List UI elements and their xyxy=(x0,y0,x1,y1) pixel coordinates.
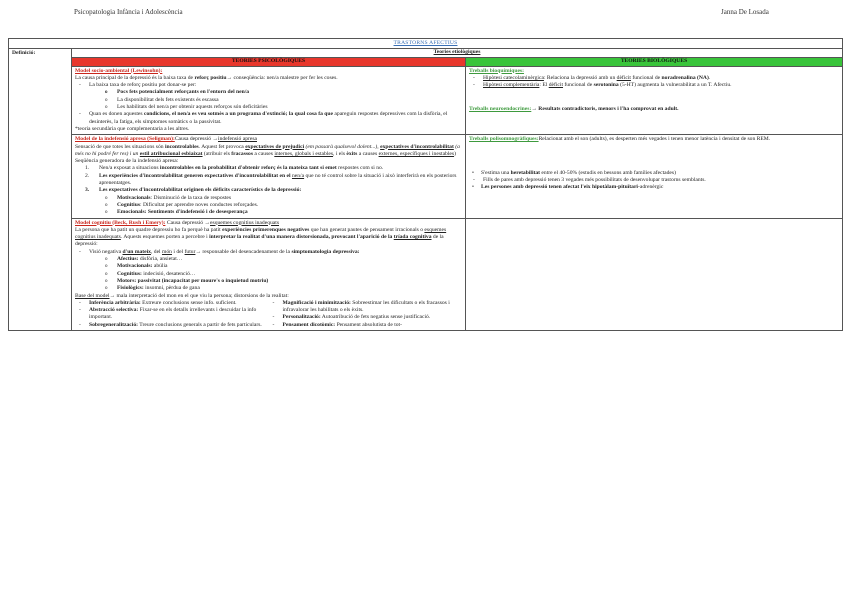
list-item: o Cognitius: Dificultat per aprendre noves conductes reforçades. xyxy=(75,202,462,209)
header-right: Janna De Losada xyxy=(721,8,769,16)
definition-label: Definició: xyxy=(9,49,72,331)
list-item: - Visió negativa d'un mateix, del món i del futur→ responsable del desencadenament de la simptomatologia depressiva: xyxy=(75,249,462,256)
list-item: - Quan es donen aquestes condicions, el nen/a es veu sotmès a un programa d'extinció; la qual cosa fa que apareguin respostes depressives com la disfòria, el desinterès, la fatiga, els símptomes somàtics o la passivitat. xyxy=(75,111,462,126)
bio-polysomno-cell xyxy=(466,135,843,218)
list-item: - Fills de pares amb depressió tenen 3 vegades més possibilitats de desenvolupar trastorns semblants. xyxy=(469,177,839,184)
list-item: - Hipòtesi complementària: El dèficit funcional de serotonina (5-HT) augmenta la vulnerabilitat a un T. Afectiu. xyxy=(469,82,839,89)
distortions-columns xyxy=(75,300,462,329)
list-item: 2. Les experiències d'incontrolabilitat generen expectatives d'incontrolabilitat en el nen/a que no té control sobre la situació i això interferirà en els posteriors aprenentatges. xyxy=(85,172,457,187)
bio-empty-cell xyxy=(466,218,843,330)
list-item: - La baixa taxa de reforç positiu pot donar-se per: xyxy=(75,82,462,89)
seligman-heading: Model de la indefensió apresa (Seligman):Causa depressió →indefensió apresa xyxy=(75,136,257,143)
lewinsohn-title: Model socio-ambiental (Lewinsohn): xyxy=(75,67,163,74)
beck-heading: Model cognitiu (Beck, Rush i Emery): Causa depressió →esquemes cognitius inadequats xyxy=(75,219,280,226)
list-item: - Pensament dicotòmic: Pensament absolutista de tot- xyxy=(269,322,463,329)
list-item: - Sobregeneralització: Treure conclusions generals a partir de fets particulars. xyxy=(75,322,269,329)
bio-theories-header: TEORIES BIOLÒGIQUES xyxy=(466,57,843,66)
list-item: o La disponibilitat dels fets existents és escassa xyxy=(75,97,462,104)
lewinsohn-p1: La causa principal de la depressió és la baixa taxa de reforç positiu→ conseqüència: nen/a malestre per fer les coses. xyxy=(75,74,338,81)
list-item: o Pocs fets potencialment reforçants en l'entorn del nen/a xyxy=(75,89,462,96)
seligman-cell xyxy=(72,135,466,218)
seligman-sequence: Seqüència generadora de la indefensió apresa: xyxy=(75,158,179,165)
etiology-subtitle: Teories etiològiques xyxy=(72,49,843,57)
psych-theories-header: TEORIES PSICOLÒGIQUES xyxy=(72,57,466,66)
list-item: o Fisiològics: insomni, pèrdua de gana xyxy=(75,285,462,292)
list-item: • S'estima una heretabilitat entre el 40-50% (estudis en bessons amb famílies afectades) xyxy=(469,170,839,177)
beck-base: Base del model→ mala interpretació del mon en el que viu la persona; distorsions de la realitat: xyxy=(75,292,289,299)
seligman-p1: Sensació de que totes les situacions són incontrolables. Aquest fet provoca expectatives de prejudici (em passarà qualsevol dolent...), expectatives d'incontrolabilitat (a més no hi podré fer res) i un estil atribucional esbiaixat (atribuir els fracassos a causes internes, globals i estables, i els èxits a causes externes, específiques i inestables) xyxy=(75,143,460,157)
biochem-title: Treballs bioquímiques: xyxy=(469,67,524,74)
list-item: • Les persones amb depressió tenen afectat l'eix hipotàlam-pituïtari-adrenèrgic xyxy=(469,184,839,191)
lewinsohn-note: *teoria secundària que complementaria a les altres. xyxy=(75,125,190,132)
list-item: - Personalització: Autoatribució de fets negatius sense justificació. xyxy=(269,314,463,321)
list-item: o Motivacionals: abúlia xyxy=(75,263,462,270)
list-item: - Hipòtesi catecolaminèrgica: Relaciona la depressió amb un dèficit funcional de noradrenalina (NA). xyxy=(469,75,839,82)
beck-cell xyxy=(72,218,466,330)
lewinsohn-cell xyxy=(72,66,466,135)
list-item: o Afectius: disfòria, ansietat… xyxy=(75,256,462,263)
polysomno-line: Treballs polisomnogràfiques:Relacionat amb el son (adults), es desperten més vegades i tenen menor latència i densitat de son REM. xyxy=(469,136,771,143)
bio-biochem-cell xyxy=(466,66,843,135)
list-item: - Abstracció selectiva: Fixar-se en els detalls irrellevants i descuidar la info important. xyxy=(75,307,269,322)
table-title: TRASTORNS AFECTIUS xyxy=(9,39,843,49)
list-item: - Magnificació i minimització: Sobreestimar les dificultats o els fracassos i infravalorar les habilitats o els èxits. xyxy=(269,300,463,315)
main-table xyxy=(8,38,843,331)
neuroendocrine-line: Treballs neuroendocrines:→ Resultats contradictoris, menors i l'ha comprovat en adult. xyxy=(469,106,679,113)
list-item: o Cognitius: indecisió, desatenció… xyxy=(75,271,462,278)
list-item: o Les habilitats del nen/a per obtenir aquests reforços són deficitàries xyxy=(75,104,462,111)
header-left: Psicopatologia Infància i Adolescència xyxy=(74,8,183,16)
list-item: o Emocionals: Sentiments d'indefensió i de desesperança xyxy=(75,209,462,216)
list-item: 3. Les expectatives d'incontrolabilitat originen els dèficits característics de la depressió: xyxy=(85,187,302,194)
list-item: - Inferència arbitrària: Extreure conclusions sense info. suficient. xyxy=(75,300,269,307)
list-item: o Motors: passivitat (incapacitat per moure's o inquietud motriu) xyxy=(75,278,462,285)
list-item: o Motivacionals: Disminució de la taxa de respostes xyxy=(75,195,462,202)
list-item: 1. Nen/a exposat a situacions incontrolables en la probabilitat d'obtenir reforç és la mateixa tant si emet respostes com si no. xyxy=(85,165,384,172)
beck-p1: La persona que ha patit un quadre depressiu ho fa perquè ha patit experiències primerenques negatives que han generat pautes de pensament irracionals o esquemes cognitius inadequats. Aquests esquemes porten a percebre i interpretar la realitat d'una manera distorsionada, provocant l'aparició de la tríada cognitiva de la depressió: xyxy=(75,226,447,248)
